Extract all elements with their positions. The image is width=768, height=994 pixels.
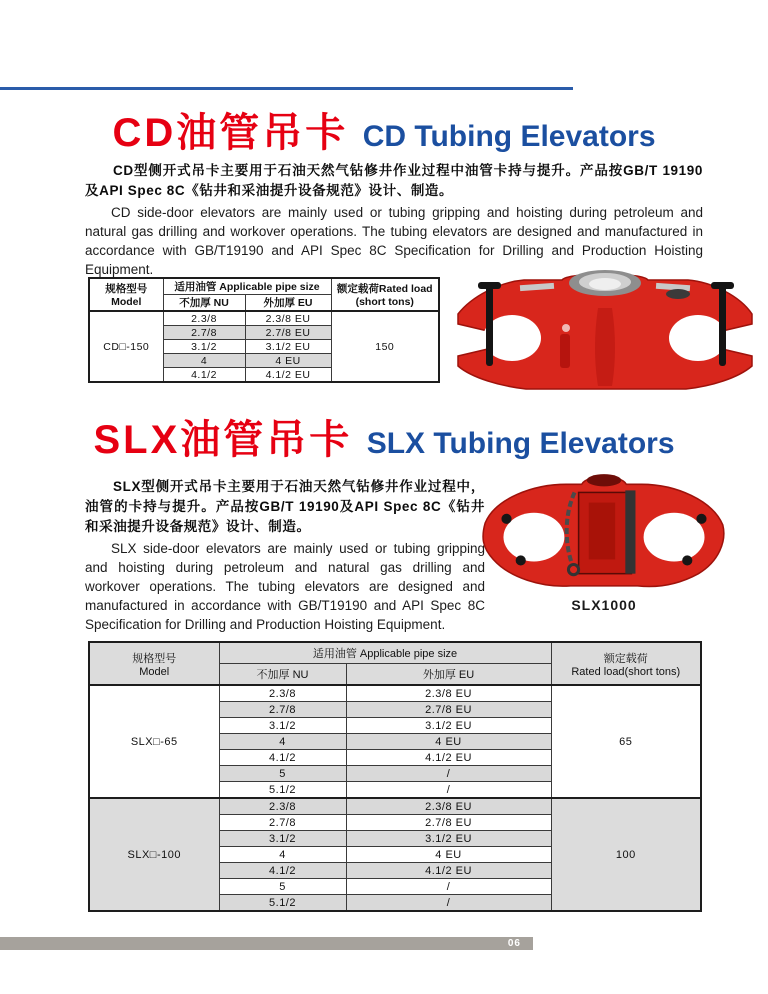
cd-title-zh: CD油管吊卡 — [112, 111, 349, 155]
slx-cell-eu: 4.1/2 EU — [346, 750, 551, 766]
cd-spec-table — [88, 277, 440, 383]
cd-header-nu: 不加厚 NU — [163, 295, 245, 312]
cd-header-model — [89, 278, 163, 311]
slx-cell-eu: 2.3/8 EU — [346, 685, 551, 702]
cd-header-load-line2: (short tons) — [355, 296, 414, 308]
slx-header-nu: 不加厚 NU — [219, 664, 346, 686]
slx-cell-eu: 2.7/8 EU — [346, 815, 551, 831]
slx-header-load — [551, 642, 701, 685]
slx-cell-eu: / — [346, 766, 551, 782]
slx-cell-eu: 2.3/8 EU — [346, 798, 551, 815]
cd-cell-nu: 2.7/8 — [163, 326, 245, 340]
slx-header-model — [89, 642, 219, 685]
cd-header-model-en: Model — [111, 296, 142, 308]
slx-cell-eu: 3.1/2 EU — [346, 718, 551, 734]
slx-section-title — [0, 408, 768, 465]
table-row — [89, 311, 439, 326]
slx-cell-nu: 2.3/8 — [219, 685, 346, 702]
slx-cell-nu: 4 — [219, 847, 346, 863]
cd-cell-eu: 4.1/2 EU — [245, 368, 331, 383]
slx-paragraph-chinese: SLX型侧开式吊卡主要用于石油天然气钻修井作业过程中，油管的卡持与提升。产品按GB/T 19190及API Spec 8C《钻井和采油提升设备规范》设计、制造。 — [85, 479, 485, 534]
slx-cell-nu: 3.1/2 — [219, 831, 346, 847]
slx-image-caption: SLX1000 — [571, 597, 637, 613]
cd-header-pipe: 适用油管 Applicable pipe size — [163, 278, 331, 295]
cd-paragraph-english: CD side-door elevators are mainly used or tubing gripping and hoisting during petroleum and natural gas drilling and workover operations. The tubing elevators are designed and manufactured in accordance with GB/T19190 and API Spec 8C Specification for Drilling and Production Hoisting Equipment. — [85, 205, 703, 277]
slx-elevator-image — [476, 464, 732, 596]
slx-model-cell-100: SLX□-100 — [89, 798, 219, 911]
slx-header-pipe: 适用油管 Applicable pipe size — [219, 642, 551, 664]
slx-cell-nu: 5 — [219, 879, 346, 895]
slx-cell-eu: 4 EU — [346, 734, 551, 750]
slx-title-en: SLX Tubing Elevators — [366, 427, 675, 460]
slx-cell-eu: / — [346, 879, 551, 895]
slx-header-load-line1: 额定载荷 — [603, 652, 648, 665]
cd-model-cell: CD□-150 — [89, 311, 163, 382]
cd-cell-nu: 4 — [163, 354, 245, 368]
slx-model-cell-65: SLX□-65 — [89, 685, 219, 798]
slx-cell-nu: 5.1/2 — [219, 782, 346, 799]
slx-header-model-zh: 规格型号 — [132, 652, 177, 665]
slx-cell-nu: 4.1/2 — [219, 750, 346, 766]
slx-header-load-line2: Rated load(short tons) — [571, 665, 681, 678]
slx-spec-table — [88, 641, 702, 912]
cd-header-eu: 外加厚 EU — [245, 295, 331, 312]
cd-cell-nu: 3.1/2 — [163, 340, 245, 354]
slx-cell-eu: 3.1/2 EU — [346, 831, 551, 847]
slx-cell-eu: / — [346, 782, 551, 799]
cd-header-load — [331, 278, 439, 311]
cd-header-model-zh: 规格型号 — [105, 283, 148, 295]
cd-cell-eu: 4 EU — [245, 354, 331, 368]
slx-cell-nu: 4.1/2 — [219, 863, 346, 879]
slx-cell-nu: 5.1/2 — [219, 895, 346, 912]
cd-header-load-line1: 额定载荷Rated load — [336, 283, 433, 295]
cd-cell-eu: 3.1/2 EU — [245, 340, 331, 354]
cd-cell-nu: 2.3/8 — [163, 311, 245, 326]
header-rule — [0, 87, 573, 90]
table-row — [89, 798, 701, 815]
slx-title-zh: SLX油管吊卡 — [93, 418, 353, 462]
slx-header-model-en: Model — [139, 665, 170, 678]
slx-cell-nu: 2.7/8 — [219, 815, 346, 831]
slx-cell-eu: 2.7/8 EU — [346, 702, 551, 718]
cd-load-cell: 150 — [331, 311, 439, 382]
slx-cell-eu: 4 EU — [346, 847, 551, 863]
table-row — [89, 685, 701, 702]
slx-cell-nu: 2.7/8 — [219, 702, 346, 718]
cd-cell-eu: 2.7/8 EU — [245, 326, 331, 340]
cd-paragraph-chinese: CD型侧开式吊卡主要用于石油天然气钻修井作业过程中油管卡持与提升。产品按GB/T 19190及API Spec 8C《钻井和采油提升设备规范》设计、制造。 — [85, 163, 703, 198]
footer-bar — [0, 937, 533, 950]
slx-header-eu: 外加厚 EU — [346, 664, 551, 686]
slx-cell-eu: 4.1/2 EU — [346, 863, 551, 879]
slx-cell-nu: 5 — [219, 766, 346, 782]
slx-cell-nu: 4 — [219, 734, 346, 750]
cd-cell-nu: 4.1/2 — [163, 368, 245, 383]
cd-cell-eu: 2.3/8 EU — [245, 311, 331, 326]
cd-title-en: CD Tubing Elevators — [362, 120, 656, 153]
slx-cell-nu: 2.3/8 — [219, 798, 346, 815]
slx-paragraph-english: SLX side-door elevators are mainly used or tubing gripping and hoisting during petroleum and natural gas drilling and workover operations. The tubing elevators are designed and manufactured in accordance with GB/T19190 and API Spec 8C Specification for Drilling and Production Hoisting Equipment. — [85, 541, 485, 632]
slx-cell-nu: 3.1/2 — [219, 718, 346, 734]
cd-section-title — [0, 101, 768, 158]
slx-description-block — [85, 477, 485, 634]
slx-cell-eu: / — [346, 895, 551, 912]
slx-load-cell-65: 65 — [551, 685, 701, 798]
cd-elevator-image — [450, 250, 762, 398]
slx-load-cell-100: 100 — [551, 798, 701, 911]
page-number: 06 — [507, 938, 521, 949]
